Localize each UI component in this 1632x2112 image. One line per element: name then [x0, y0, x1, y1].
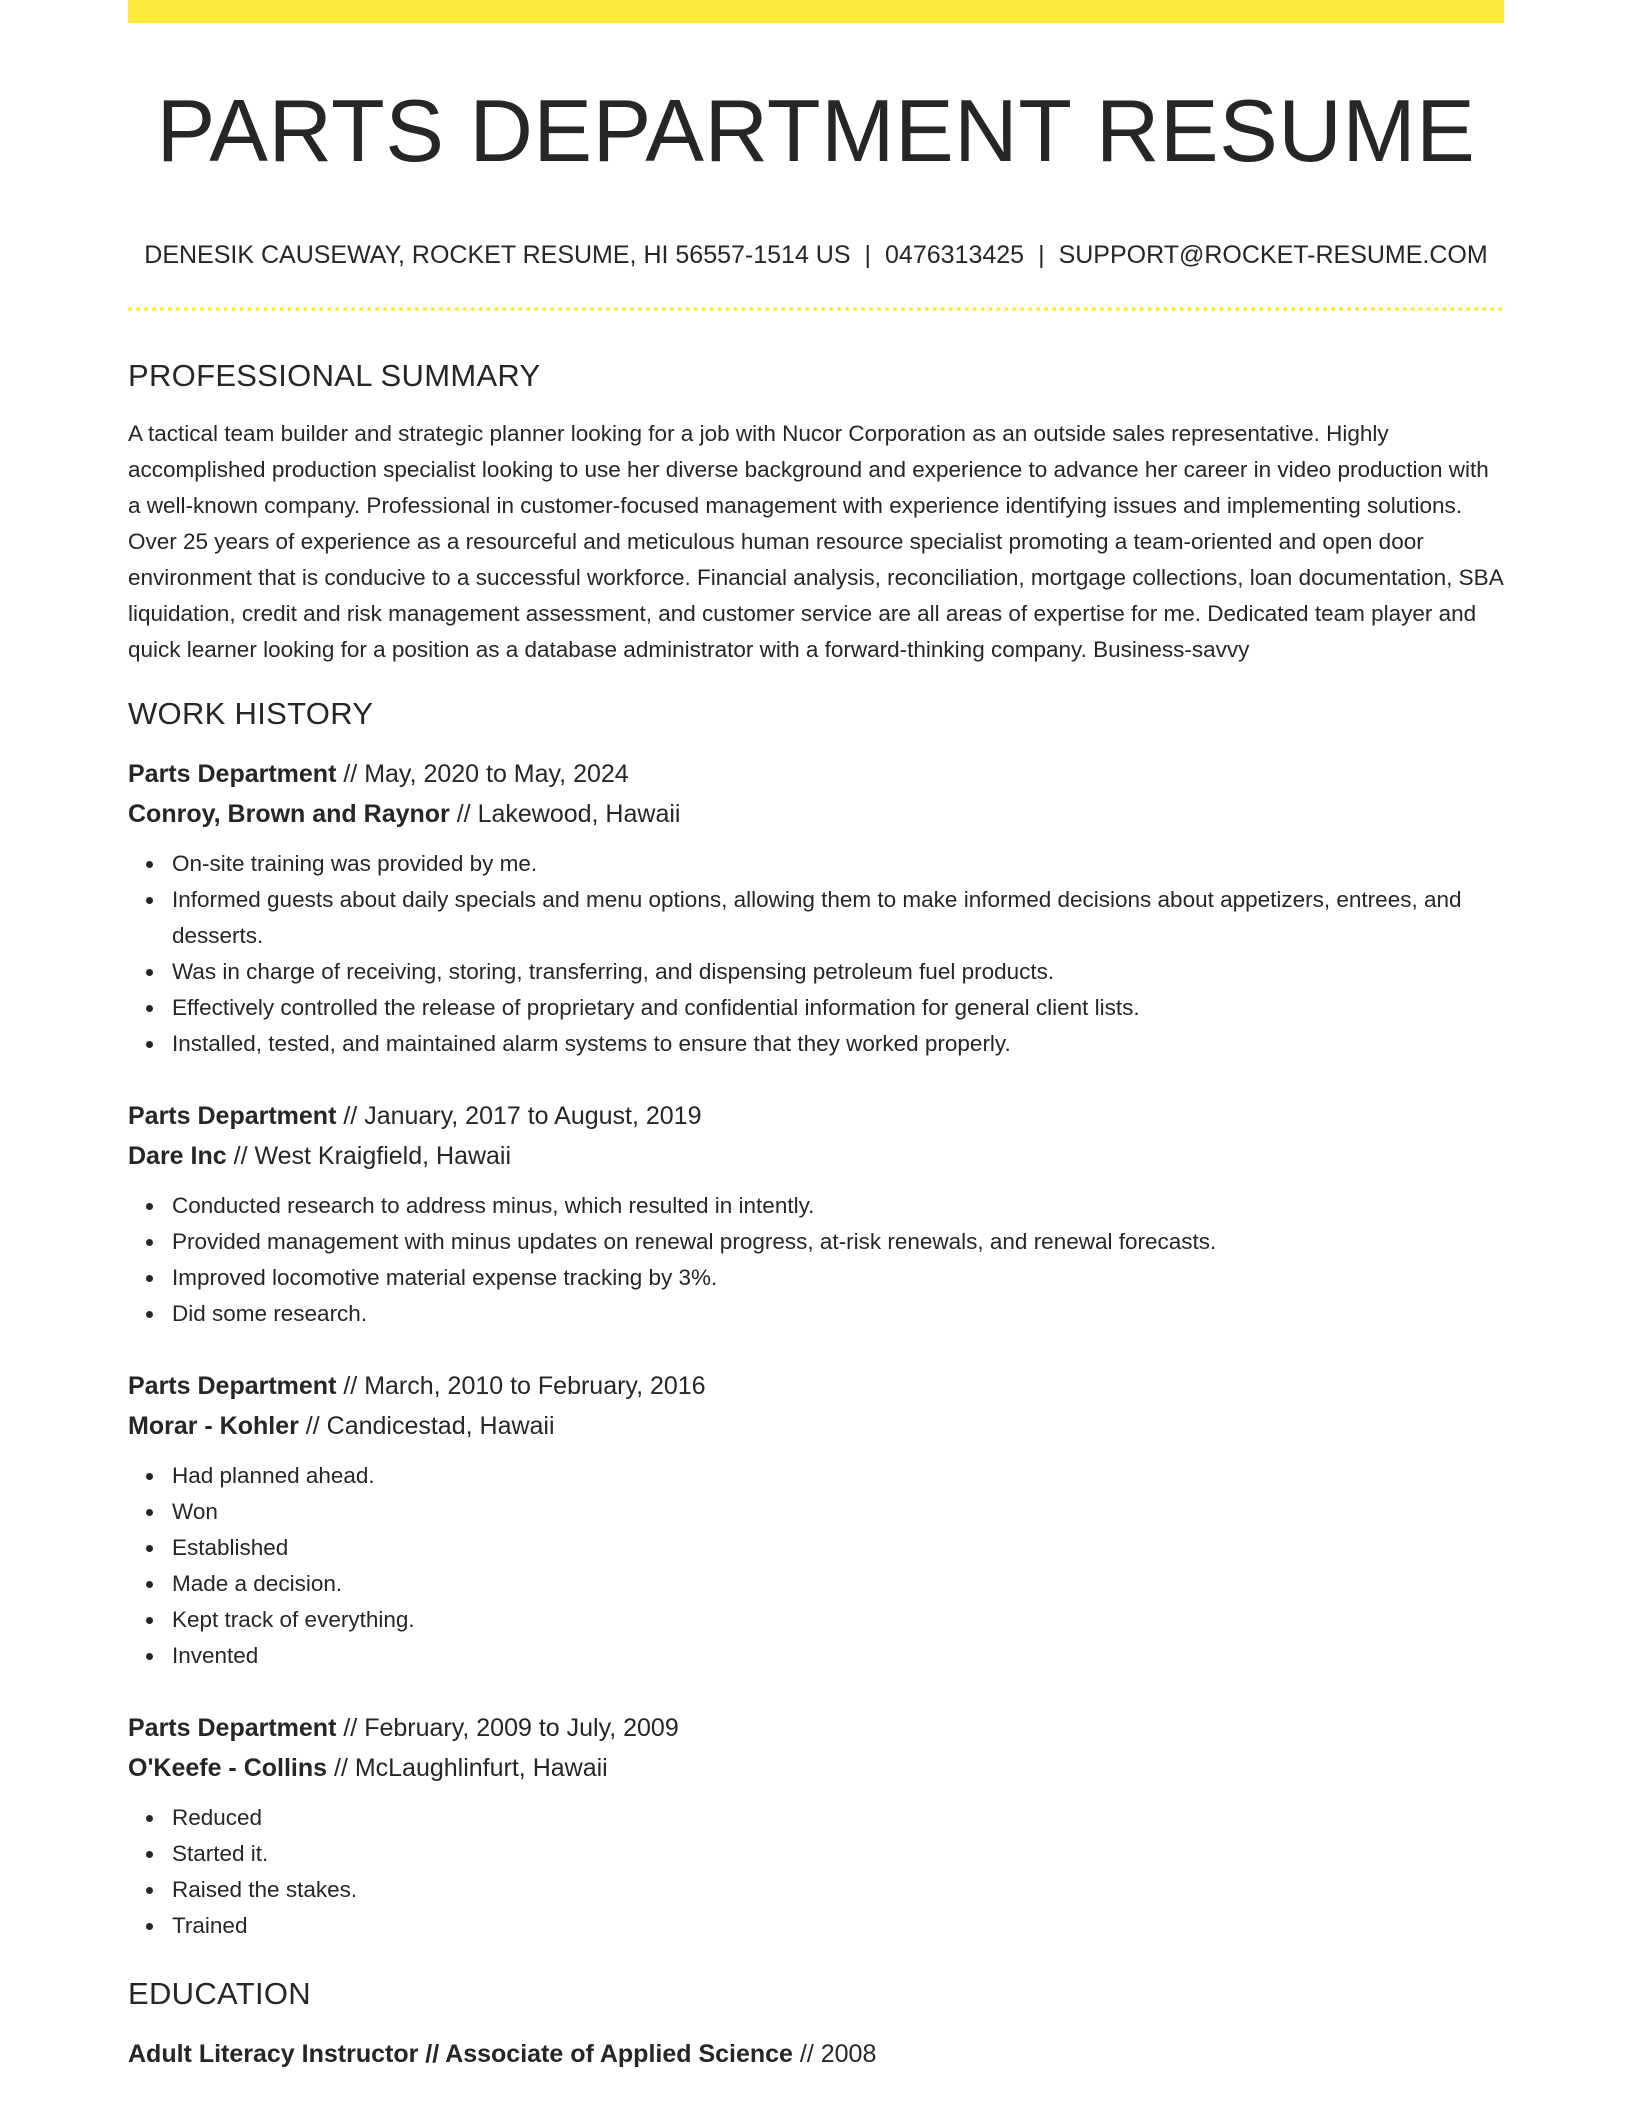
job-dates: // January, 2017 to August, 2019 — [336, 1102, 702, 1130]
job-bullets — [128, 1800, 1504, 1944]
job-bullet: Started it. — [172, 1836, 1504, 1872]
education-heading: EDUCATION — [128, 1976, 311, 2011]
education-entry — [128, 2034, 1504, 2074]
job-bullet: Made a decision. — [172, 1566, 1504, 1602]
job-bullets — [128, 846, 1504, 1062]
job-bullets — [128, 1458, 1504, 1674]
job-bullet: Did some research. — [172, 1296, 1504, 1332]
job-bullet: Trained — [172, 1908, 1504, 1944]
job-bullet: Was in charge of receiving, storing, transferring, and dispensing petroleum fuel products. — [172, 954, 1504, 990]
job-location: // McLaughlinfurt, Hawaii — [327, 1754, 608, 1782]
job-bullets — [128, 1188, 1504, 1332]
summary-heading: PROFESSIONAL SUMMARY — [128, 358, 541, 393]
job-company-line — [128, 1748, 1504, 1788]
resume-body — [128, 356, 1504, 2074]
job-title: Parts Department — [128, 760, 337, 788]
job-title: Parts Department — [128, 1714, 337, 1742]
accent-bar — [128, 0, 1504, 23]
job-bullet: Installed, tested, and maintained alarm systems to ensure that they worked properly. — [172, 1026, 1504, 1062]
job-title-line — [128, 1366, 1504, 1406]
job-bullet: Improved locomotive material expense tracking by 3%. — [172, 1260, 1504, 1296]
job-dates: // February, 2009 to July, 2009 — [336, 1714, 679, 1742]
contact-address: DENESIK CAUSEWAY, ROCKET RESUME, HI 56557-1514 US — [144, 241, 851, 269]
page-title: PARTS DEPARTMENT RESUME — [156, 81, 1476, 180]
job-bullet: Kept track of everything. — [172, 1602, 1504, 1638]
work-history-heading: WORK HISTORY — [128, 696, 374, 731]
job-title-line — [128, 1096, 1504, 1136]
job-title-line — [128, 1708, 1504, 1748]
job-location: // Lakewood, Hawaii — [449, 800, 681, 828]
job-dates: // May, 2020 to May, 2024 — [336, 760, 629, 788]
dotted-divider — [128, 307, 1504, 311]
job-company: O'Keefe - Collins — [128, 1754, 328, 1782]
job-title-line — [128, 754, 1504, 794]
job-bullet: Raised the stakes. — [172, 1872, 1504, 1908]
education-year: // 2008 — [792, 2040, 877, 2068]
job-location: // West Kraigfield, Hawaii — [226, 1142, 512, 1170]
job-entry — [128, 1708, 1504, 1944]
job-title: Parts Department — [128, 1372, 337, 1400]
job-entry — [128, 1096, 1504, 1332]
job-company: Morar - Kohler — [128, 1412, 299, 1440]
job-location: // Candicestad, Hawaii — [298, 1412, 555, 1440]
job-company-line — [128, 1406, 1504, 1446]
job-bullet: Provided management with minus updates on renewal progress, at-risk renewals, and renewal forecasts. — [172, 1224, 1504, 1260]
job-bullet: Won — [172, 1494, 1504, 1530]
job-title: Parts Department — [128, 1102, 337, 1130]
job-bullet: Invented — [172, 1638, 1504, 1674]
job-company-line — [128, 794, 1504, 834]
job-entry — [128, 754, 1504, 1062]
job-entry — [128, 1366, 1504, 1674]
job-bullet: Had planned ahead. — [172, 1458, 1504, 1494]
contact-email: SUPPORT@ROCKET-RESUME.COM — [1058, 241, 1488, 269]
job-bullet: Conducted research to address minus, which resulted in intently. — [172, 1188, 1504, 1224]
job-bullet: On-site training was provided by me. — [172, 846, 1504, 882]
job-company: Dare Inc — [128, 1142, 227, 1170]
job-bullet: Reduced — [172, 1800, 1504, 1836]
job-bullet: Informed guests about daily specials and menu options, allowing them to make informed decisions about appetizers, entrees, and desserts. — [172, 882, 1504, 954]
education-degree: Adult Literacy Instructor // Associate of Applied Science — [128, 2040, 793, 2068]
job-company-line — [128, 1136, 1504, 1176]
job-bullet: Effectively controlled the release of proprietary and confidential information for general client lists. — [172, 990, 1504, 1026]
contact-phone: 0476313425 — [885, 241, 1025, 269]
job-dates: // March, 2010 to February, 2016 — [336, 1372, 706, 1400]
job-company: Conroy, Brown and Raynor — [128, 800, 450, 828]
job-bullet: Established — [172, 1530, 1504, 1566]
summary-text: A tactical team builder and strategic planner looking for a job with Nucor Corporation as an outside sales representative. Highly accomplished production specialist looking to use her diverse background and experience to advance her career in video production with a well-known company. Professional in customer-focused management with experience identifying issues and implementing solutions. Over 25 years of experience as a resourceful and meticulous human resource specialist promoting a team-oriented and open door environment that is conducive to a successful workforce. Financial analysis, reconciliation, mortgage collections, loan documentation, SBA liquidation, credit and risk management assessment, and customer service are all areas of expertise for me. Dedicated team player and quick learner looking for a position as a database administrator with a forward-thinking company. Business-savvy — [128, 421, 1503, 662]
contact-line — [128, 238, 1504, 272]
contact-separator: | — [864, 241, 872, 269]
contact-separator: | — [1038, 241, 1045, 269]
